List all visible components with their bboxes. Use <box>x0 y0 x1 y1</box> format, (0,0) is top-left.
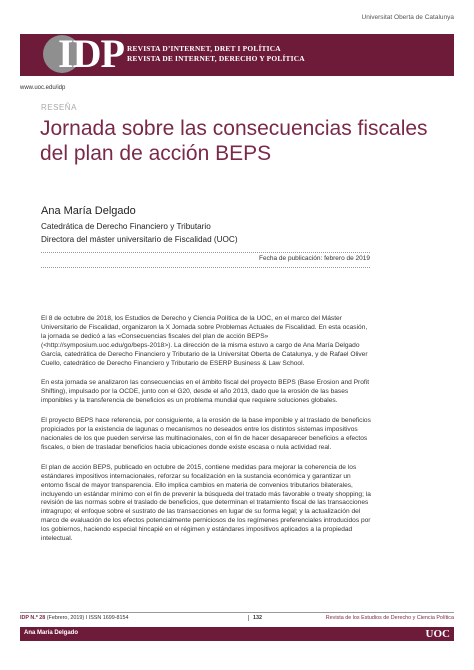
author-name: Ana María Delgado <box>41 205 136 217</box>
section-label: RESEÑA <box>41 103 77 112</box>
affiliation-line2: Directora del máster universitario de Fiscalidad (UOC) <box>41 234 238 244</box>
body-paragraph: En esta jornada se analizaron las consecuencias en el ámbito fiscal del proyecto BEPS (Base Erosion and Profit Shifting), impulsado por la OCDE, junto con el G20, desde el año 2013, dado que la erosión de las bases imponibles y la transferencia de beneficios es un problema mundial que requiere soluciones globales. <box>41 379 370 405</box>
journal-logo: IDP <box>58 31 124 76</box>
journal-url[interactable]: www.uoc.edu/idp <box>20 85 66 91</box>
body-paragraph: El plan de acción BEPS, publicado en octubre de 2015, contiene medidas para mejorar la coherencia de los estándares impositivos internacionales, reforzar su focalización en la sustancia económica y garantizar un entorno fiscal de mayor transparencia. Ello implica cambios en materia de convenios tributarios bilaterales, incluyendo un estándar mínimo con el fin de prevenir la búsqueda del tratado más favorable o treaty shopping; la revisión de las normas sobre el traslado de beneficios, que determinan el tratamiento fiscal de las transacciones intragrupo; el enfoque sobre el sustrato de las transacciones en lugar de su forma legal; y la actualización del marco de evaluación de los efectos potencialmente perniciosos de los regímenes preferenciales introducidos por los gobiernos, haciendo especial hincapié en el régimen y estándares impositivos aplicados a la propiedad intelectual. <box>41 463 371 543</box>
publication-date: Fecha de publicación: febrero de 2019 <box>259 255 370 262</box>
body-paragraph: El 8 de octubre de 2018, los Estudios de Derecho y Ciencia Política de la UOC, en el marco del Máster Universitario de Fiscalidad, organizaron la X Jornada sobre Problemas Actuales de Fiscalidad. En esta ocasión, la jornada se dedicó a las «Consecuencias fiscales del plan de acción BEPS» (<http://symposium.uoc.edu/go/beps-2018>). La dirección de la misma estuvo a cargo de Ana María Delgado García, catedrática de Derecho Financiero y Tributario de la Universitat Oberta de Catalunya, y de Rafael Oliver Cuello, catedrático de Derecho Financiero y Tributario de ESERP Business & Law School. <box>41 315 368 367</box>
page-number: 132 <box>248 615 262 621</box>
author-affiliation <box>41 221 238 246</box>
journal-header <box>20 31 454 76</box>
article-title: Jornada sobre las consecuencias fiscales del plan de acción BEPS <box>40 117 428 165</box>
citation-issue: IDP N.º 28 <box>20 615 46 621</box>
divider-top <box>41 252 370 253</box>
journal-name <box>127 44 305 64</box>
university-name: Universitat Oberta de Catalunya <box>361 14 454 21</box>
journal-name-line1: REVISTA D’INTERNET, DRET I POLÍTICA <box>127 44 281 53</box>
uoc-logo: UOC <box>425 628 450 640</box>
citation-details: (Febrero, 2019) I ISSN 1699-8154 <box>45 615 129 621</box>
footer-citation <box>20 615 129 621</box>
body-paragraph: El proyecto BEPS hace referencia, por consiguiente, a la erosión de la base imponible y al traslado de beneficios propiciados por la existencia de lagunas o mecanismos no deseados entre los distintos sistemas impositivos nacionales de los que pueden servirse las multinacionales, con el fin de hacer desaparecer beneficios a efectos fiscales, o bien de trasladar beneficios hacia ubicaciones donde existe escasa o nula actividad real. <box>41 417 371 451</box>
article-body <box>41 315 373 555</box>
divider-bottom <box>41 267 370 268</box>
footer-author: Ana María Delgado <box>24 630 79 636</box>
footer-bar <box>20 627 454 641</box>
journal-name-line2: REVISTA DE INTERNET, DERECHO Y POLÍTICA <box>127 54 305 63</box>
footer-divider <box>20 612 454 613</box>
footer-journal: Revista de los Estudios de Derecho y Ciencia Política <box>325 615 454 621</box>
affiliation-line1: Catedrática de Derecho Financiero y Tributario <box>41 222 211 231</box>
